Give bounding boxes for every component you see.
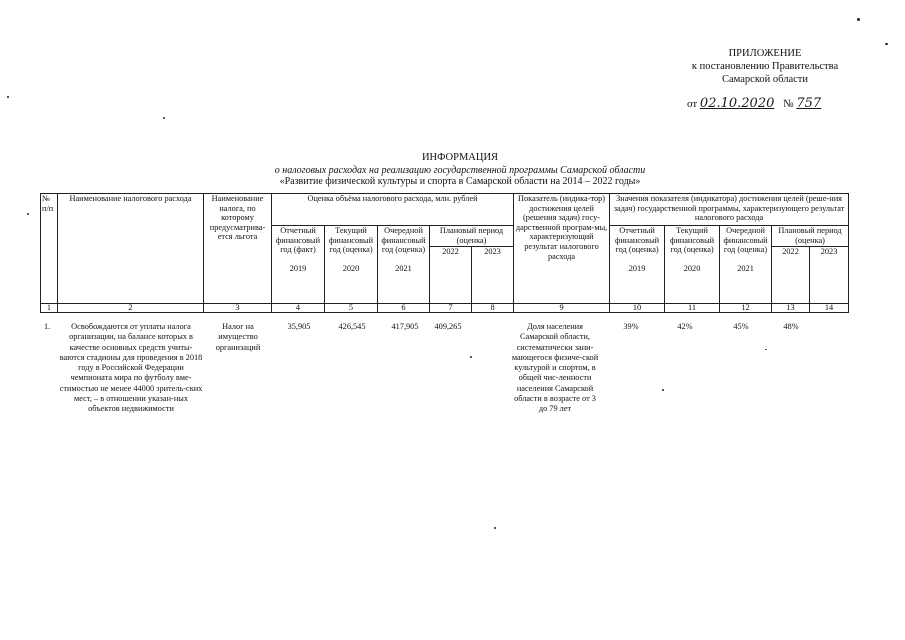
col-number: 11 — [665, 304, 720, 313]
decree-number: 757 — [796, 96, 822, 111]
row-tax-expenditure-name: Освобождаются от уплаты налога организации, на балансе которых в качестве основных средств учиты-ваются стадионы для проведения в 2018 году в Российской Федерации чемпионата мира по футболу вме-стимостью не менее 44000 зритель-ских мест, – в отношении указан-ных объектов недвижимости — [59, 322, 203, 414]
appendix-block — [665, 47, 865, 86]
year-2023-b: 2023 — [810, 247, 849, 304]
heading-subtitle-1: о налоговых расходах на реализацию государственной программы Самарской области — [274, 165, 646, 176]
year-2019-b: 2019 — [628, 263, 646, 273]
year-2020-b: 2020 — [683, 263, 701, 273]
col-number: 12 — [720, 304, 772, 313]
col-number: 9 — [514, 304, 610, 313]
appendix-line2: Самарской области — [722, 74, 808, 85]
col-number: 6 — [378, 304, 430, 313]
col-number: 14 — [810, 304, 849, 313]
year-2022: 2022 — [430, 247, 472, 304]
header-report-year-2: Отчетный финансовый год (оценка) 2019 — [610, 226, 665, 304]
scan-speck — [470, 356, 472, 358]
decree-dateline — [687, 96, 857, 111]
col-number: 4 — [272, 304, 325, 313]
scan-speck — [662, 389, 664, 391]
document-heading — [200, 152, 720, 187]
row-percent-2022: 48% — [783, 322, 799, 331]
appendix-line1: к постановлению Правительства — [691, 61, 839, 72]
header-current-year-2: Текущий финансовый год (оценка) 2020 — [665, 226, 720, 304]
heading-title: ИНФОРМАЦИЯ — [421, 152, 499, 163]
year-2021-b: 2021 — [737, 263, 754, 273]
heading-subtitle-2: «Развитие физической культуры и спорта в Самарской области на 2014 – 2022 годы» — [279, 176, 641, 187]
col-number: 5 — [325, 304, 378, 313]
scan-speck — [27, 213, 29, 215]
col-number: 3 — [204, 304, 272, 313]
header-num: № п/п — [41, 194, 58, 304]
header-tax-expenditure-name: Наименование налогового расхода — [58, 194, 204, 304]
header-report-year: Отчетный финансовый год (факт) 2019 — [272, 226, 325, 304]
col-number: 10 — [610, 304, 665, 313]
row-value-2020: 426,545 — [338, 322, 366, 331]
col-number: 8 — [472, 304, 514, 313]
scan-speck — [163, 117, 165, 119]
tax-expenditure-table — [40, 193, 849, 313]
appendix-title: ПРИЛОЖЕНИЕ — [728, 48, 802, 59]
scan-speck — [494, 527, 496, 529]
row-percent-2020: 42% — [677, 322, 693, 331]
year-2019: 2019 — [289, 263, 307, 273]
header-indicator: Показатель (индика-тор) достижения целей (решения задач) госу-дарственной програм-мы, характеризующий результат налогового расхода — [514, 194, 610, 304]
year-2022-b: 2022 — [772, 247, 810, 304]
header-plan-period: Плановый период (оценка) — [430, 226, 514, 247]
scan-speck — [7, 96, 9, 98]
year-2023: 2023 — [472, 247, 514, 304]
header-plan-period-2: Плановый период (оценка) — [772, 226, 849, 247]
row-percent-2019: 39% — [623, 322, 639, 331]
decree-date: 02.10.2020 — [699, 96, 775, 111]
col-number: 2 — [58, 304, 204, 313]
number-prefix: № — [783, 98, 794, 110]
header-next-year-2: Очередной финансовый год (оценка) 2021 — [720, 226, 772, 304]
row-indicator: Доля населения Самарской области, систематически зани-мающегося физиче-ской культурой и спортом, в общей чис-ленности населения Самарской области в возрасте от 3 до 79 лет — [511, 322, 599, 414]
header-next-year: Очередной финансовый год (оценка) 2021 — [378, 226, 430, 304]
row-value-2019: 35,905 — [287, 322, 311, 331]
col-number: 7 — [430, 304, 472, 313]
row-percent-2021: 45% — [733, 322, 749, 331]
row-value-2022: 409,265 — [434, 322, 462, 331]
header-tax-name: Наименование налога, по которому предусматрива-ется льгота — [204, 194, 272, 304]
header-indicator-values: Значения показателя (индикатора) достижения целей (реше-ния задач) государственной программы, характеризующего результат налогового расхода — [610, 194, 849, 226]
scan-speck — [765, 349, 767, 350]
year-2020: 2020 — [342, 263, 360, 273]
header-current-year: Текущий финансовый год (оценка) 2020 — [325, 226, 378, 304]
row-number: 1. — [44, 322, 51, 331]
header-estimate: Оценка объёма налогового расхода, млн. рублей — [272, 194, 514, 226]
scan-speck — [857, 18, 860, 21]
scan-speck — [885, 43, 888, 45]
year-2021: 2021 — [395, 263, 412, 273]
date-prefix: от — [687, 98, 698, 110]
row-value-2021: 417,905 — [391, 322, 419, 331]
row-tax-name: Налог на имущество организаций — [215, 322, 261, 352]
col-number: 13 — [772, 304, 810, 313]
col-number: 1 — [41, 304, 58, 313]
